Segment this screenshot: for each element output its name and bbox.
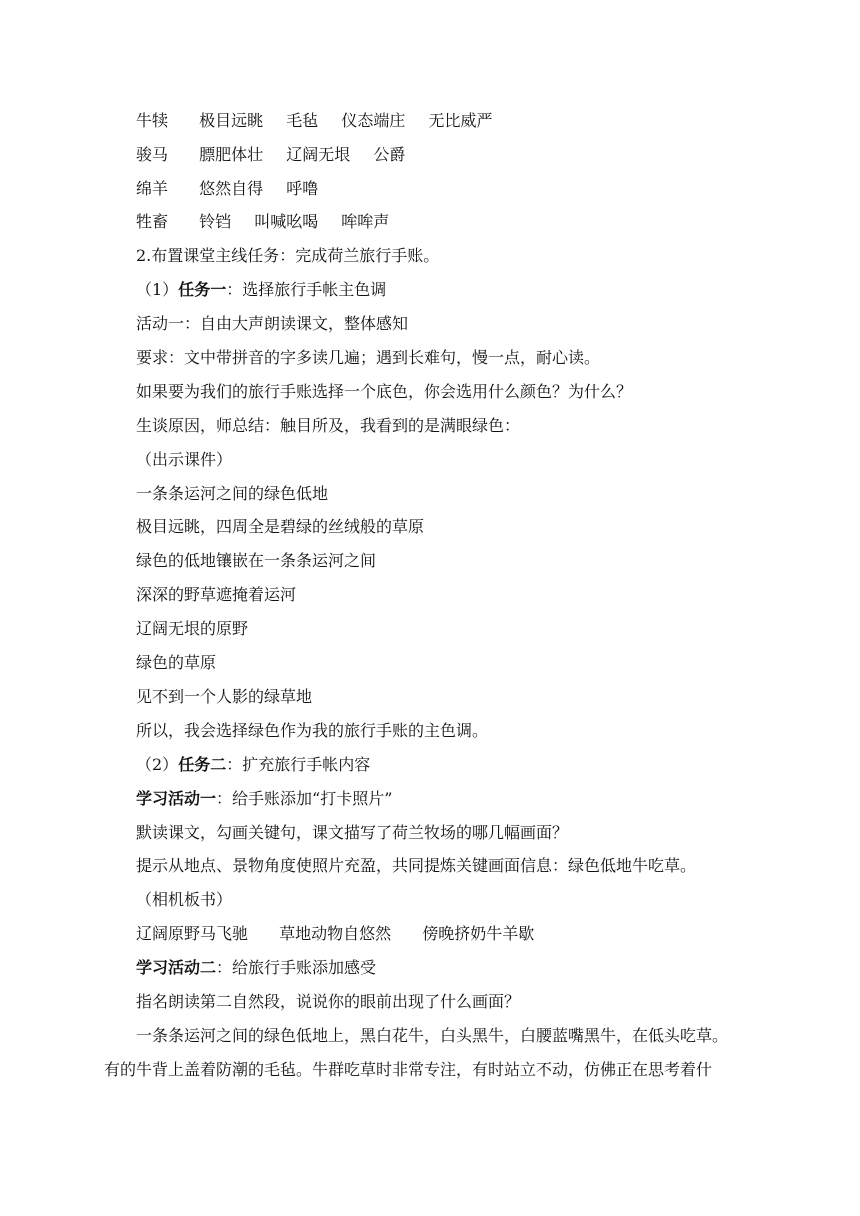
question1: 如果要为我们的旅行手账选择一个底色，你会选用什么颜色？为什么？: [136, 382, 633, 401]
vocab-word: 公爵: [373, 145, 406, 164]
vocab-word: 叫喊吆喝: [254, 212, 319, 231]
green-line: 辽阔无垠的原野: [136, 619, 249, 638]
task1-title: 任务一: [178, 280, 227, 299]
paragraph-line: 一条条运河之间的绿色低地上，黑白花牛，白头黑牛，白腰蓝嘴黑牛，在低头吃草。: [136, 1026, 729, 1045]
scene-row: [136, 924, 534, 944]
vocab-word: 呼噜: [286, 179, 319, 198]
learn-activity2-rest: ：给旅行手账添加感受: [216, 958, 377, 977]
scene-item: 草地动物自悠然: [279, 924, 392, 943]
vocab-row: [136, 179, 318, 199]
vocab-head: 牛犊: [136, 111, 169, 130]
scene-item: 辽阔原野马飞驰: [136, 924, 249, 943]
green-line: 绿色的草原: [136, 653, 217, 672]
vocab-word: 膘肥体壮: [199, 145, 264, 164]
task2-prefix: （2）: [136, 755, 179, 774]
green-line: 极目远眺，四周全是碧绿的丝绒般的草原: [136, 517, 425, 536]
hint: 提示从地点、景物角度使照片充盈，共同提炼关键画面信息：绿色低地牛吃草。: [136, 856, 697, 875]
green-line: 绿色的低地镶嵌在一条条运河之间: [136, 551, 377, 570]
vocab-head: 牲畜: [136, 212, 169, 231]
green-line: 见不到一个人影的绿草地: [136, 687, 313, 706]
vocab-head: 骏马: [136, 145, 169, 164]
task2-rest: ：扩充旅行手帐内容: [226, 755, 371, 774]
summary: 生谈原因，师总结：触目所及，我看到的是满眼绿色：: [136, 416, 521, 435]
vocab-word: 毛毡: [286, 111, 319, 130]
vocab-word: 仪态端庄: [341, 111, 406, 130]
vocab-word: 哞哞声: [341, 212, 390, 231]
task1-heading: [136, 280, 386, 300]
learn-activity1: [136, 789, 392, 809]
paragraph-line: 有的牛背上盖着防潮的毛毡。牛群吃草时非常专注，有时站立不动，仿佛正在思考着什: [104, 1060, 713, 1079]
task1-prefix: （1）: [136, 280, 179, 299]
conclusion: 所以，我会选择绿色作为我的旅行手账的主色调。: [136, 721, 489, 740]
vocab-word: 无比威严: [428, 111, 493, 130]
vocab-word: 极目远眺: [199, 111, 264, 130]
learn-activity2: [136, 958, 376, 978]
vocab-word: 悠然自得: [199, 179, 264, 198]
learn-activity1-title: 学习活动一: [136, 789, 217, 808]
courseware-note: （出示课件）: [136, 450, 233, 469]
task2-heading: [136, 755, 370, 775]
camera-note: （相机板书）: [136, 890, 233, 909]
task1-rest: ：选择旅行手帐主色调: [226, 280, 387, 299]
vocab-row: [136, 145, 405, 165]
vocab-word: 铃铛: [199, 212, 232, 231]
learn-activity1-rest: ：给手账添加“打卡照片”: [216, 789, 393, 808]
task-intro: 2.布置课堂主线任务：完成荷兰旅行手账。: [136, 246, 440, 265]
learn-activity2-title: 学习活动二: [136, 958, 217, 977]
scene-item: 傍晚挤奶牛羊歇: [422, 924, 535, 943]
vocab-word: 辽阔无垠: [286, 145, 351, 164]
requirement: 要求：文中带拼音的字多读几遍；遇到长难句，慢一点，耐心读。: [136, 348, 601, 367]
vocab-row: [136, 212, 389, 232]
green-line: 一条条运河之间的绿色低地: [136, 484, 329, 503]
vocab-head: 绵羊: [136, 179, 169, 198]
vocab-row: [136, 111, 492, 131]
activity1: 活动一：自由大声朗读课文，整体感知: [136, 314, 409, 333]
silent-read: 默读课文，勾画关键句，课文描写了荷兰牧场的哪几幅画面？: [136, 823, 569, 842]
task2-title: 任务二: [178, 755, 227, 774]
green-line: 深深的野草遮掩着运河: [136, 585, 297, 604]
name-read: 指名朗读第二自然段，说说你的眼前出现了什么画面？: [136, 992, 521, 1011]
